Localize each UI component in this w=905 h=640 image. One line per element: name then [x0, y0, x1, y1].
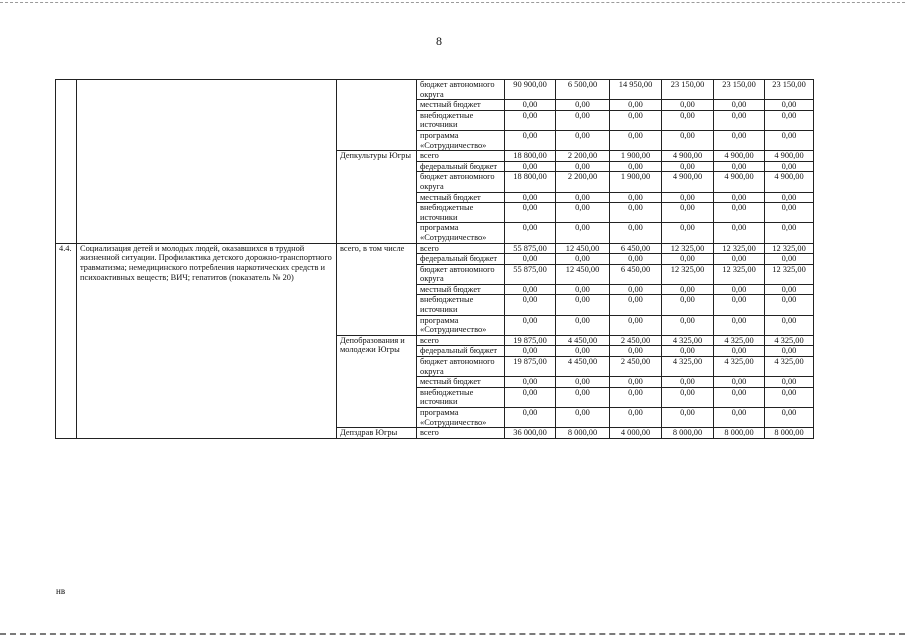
value-cell: 0,00 — [505, 161, 556, 172]
value-cell: 0,00 — [714, 192, 765, 203]
value-cell: 0,00 — [765, 408, 814, 428]
value-cell: 0,00 — [714, 100, 765, 111]
funding-source: бюджет автономного округа — [417, 357, 505, 377]
value-cell: 0,00 — [610, 377, 662, 388]
value-cell: 0,00 — [556, 203, 610, 223]
scan-top-edge — [0, 2, 905, 3]
value-cell: 2 200,00 — [556, 172, 610, 192]
value-cell: 0,00 — [505, 315, 556, 335]
value-cell: 90 900,00 — [505, 80, 556, 100]
value-cell: 0,00 — [610, 161, 662, 172]
value-cell: 8 000,00 — [556, 428, 610, 439]
value-cell: 18 800,00 — [505, 172, 556, 192]
value-cell: 4 900,00 — [714, 172, 765, 192]
value-cell: 12 325,00 — [662, 243, 714, 254]
value-cell: 0,00 — [556, 315, 610, 335]
value-cell: 8 000,00 — [662, 428, 714, 439]
value-cell: 0,00 — [505, 284, 556, 295]
value-cell: 0,00 — [610, 387, 662, 407]
value-cell: 1 900,00 — [610, 151, 662, 162]
executor-education: Депобразования и молодежи Югры — [337, 335, 417, 427]
executor-culture: Депкультуры Югры — [337, 151, 417, 243]
value-cell: 0,00 — [765, 284, 814, 295]
value-cell: 12 450,00 — [556, 264, 610, 284]
value-cell: 0,00 — [662, 284, 714, 295]
value-cell: 0,00 — [556, 387, 610, 407]
value-cell: 0,00 — [610, 295, 662, 315]
value-cell: 0,00 — [556, 192, 610, 203]
value-cell: 4 900,00 — [714, 151, 765, 162]
value-cell: 0,00 — [662, 408, 714, 428]
funding-source: местный бюджет — [417, 377, 505, 388]
funding-source: внебюджетные источники — [417, 387, 505, 407]
value-cell: 0,00 — [556, 161, 610, 172]
value-cell: 8 000,00 — [765, 428, 814, 439]
value-cell: 4 325,00 — [765, 357, 814, 377]
value-cell: 1 900,00 — [610, 172, 662, 192]
funding-source: всего — [417, 335, 505, 346]
value-cell: 0,00 — [505, 223, 556, 243]
value-cell: 23 150,00 — [765, 80, 814, 100]
value-cell: 0,00 — [556, 254, 610, 265]
value-cell: 0,00 — [765, 315, 814, 335]
page-number: 8 — [436, 34, 442, 48]
funding-source: федеральный бюджет — [417, 161, 505, 172]
funding-source: внебюджетные источники — [417, 295, 505, 315]
value-cell: 0,00 — [610, 203, 662, 223]
value-cell: 0,00 — [505, 110, 556, 130]
value-cell: 2 450,00 — [610, 357, 662, 377]
value-cell: 0,00 — [610, 254, 662, 265]
value-cell: 0,00 — [610, 100, 662, 111]
value-cell: 2 450,00 — [610, 335, 662, 346]
value-cell: 8 000,00 — [714, 428, 765, 439]
value-cell: 0,00 — [765, 110, 814, 130]
value-cell: 0,00 — [556, 110, 610, 130]
value-cell: 0,00 — [556, 295, 610, 315]
description-cell-prev — [77, 80, 337, 244]
table-row — [56, 80, 814, 100]
funding-source: всего — [417, 428, 505, 439]
funding-source: программа «Сотрудничество» — [417, 315, 505, 335]
budget-table — [55, 79, 814, 439]
value-cell: 0,00 — [714, 110, 765, 130]
value-cell: 0,00 — [505, 100, 556, 111]
value-cell: 0,00 — [556, 408, 610, 428]
value-cell: 0,00 — [610, 408, 662, 428]
value-cell: 0,00 — [765, 100, 814, 111]
funding-source: местный бюджет — [417, 100, 505, 111]
value-cell: 55 875,00 — [505, 264, 556, 284]
value-cell: 0,00 — [714, 315, 765, 335]
value-cell: 4 450,00 — [556, 357, 610, 377]
value-cell: 23 150,00 — [662, 80, 714, 100]
item-description: Социализация детей и молодых людей, оказавшихся в трудной жизненной ситуации. Профилактика детского дорожно-транспортного травматизма; немедицинского потребления наркотических средств и психоактивных веществ; ВИЧ; гепатитов (показатель № 20) — [77, 243, 337, 438]
value-cell: 12 325,00 — [765, 243, 814, 254]
value-cell: 0,00 — [765, 254, 814, 265]
value-cell: 0,00 — [714, 377, 765, 388]
funding-source: внебюджетные источники — [417, 110, 505, 130]
executor-total: всего, в том числе — [337, 243, 417, 335]
funding-source: бюджет автономного округа — [417, 172, 505, 192]
value-cell: 6 500,00 — [556, 80, 610, 100]
funding-source: всего — [417, 151, 505, 162]
value-cell: 2 200,00 — [556, 151, 610, 162]
funding-source: программа «Сотрудничество» — [417, 408, 505, 428]
value-cell: 0,00 — [610, 284, 662, 295]
funding-source: бюджет автономного округа — [417, 264, 505, 284]
funding-source: местный бюджет — [417, 284, 505, 295]
value-cell: 4 325,00 — [662, 335, 714, 346]
value-cell: 4 900,00 — [765, 172, 814, 192]
value-cell: 12 325,00 — [714, 264, 765, 284]
value-cell: 0,00 — [662, 254, 714, 265]
value-cell: 0,00 — [556, 130, 610, 150]
funding-source: внебюджетные источники — [417, 203, 505, 223]
value-cell: 0,00 — [505, 254, 556, 265]
value-cell: 0,00 — [765, 161, 814, 172]
value-cell: 0,00 — [714, 223, 765, 243]
value-cell: 12 450,00 — [556, 243, 610, 254]
value-cell: 4 325,00 — [714, 335, 765, 346]
value-cell: 4 900,00 — [662, 151, 714, 162]
value-cell: 0,00 — [610, 130, 662, 150]
funding-source: федеральный бюджет — [417, 346, 505, 357]
value-cell: 0,00 — [610, 315, 662, 335]
value-cell: 0,00 — [765, 203, 814, 223]
value-cell: 0,00 — [714, 284, 765, 295]
value-cell: 0,00 — [662, 346, 714, 357]
funding-source: программа «Сотрудничество» — [417, 223, 505, 243]
value-cell: 19 875,00 — [505, 335, 556, 346]
value-cell: 0,00 — [765, 130, 814, 150]
funding-source: федеральный бюджет — [417, 254, 505, 265]
value-cell: 19 875,00 — [505, 357, 556, 377]
value-cell: 0,00 — [765, 377, 814, 388]
value-cell: 0,00 — [505, 377, 556, 388]
value-cell: 0,00 — [505, 192, 556, 203]
value-cell: 0,00 — [662, 100, 714, 111]
value-cell: 0,00 — [662, 192, 714, 203]
value-cell: 0,00 — [765, 295, 814, 315]
value-cell: 0,00 — [765, 192, 814, 203]
value-cell: 23 150,00 — [714, 80, 765, 100]
value-cell: 0,00 — [714, 254, 765, 265]
value-cell: 0,00 — [505, 387, 556, 407]
value-cell: 0,00 — [505, 408, 556, 428]
value-cell: 0,00 — [714, 387, 765, 407]
value-cell: 0,00 — [714, 346, 765, 357]
funding-source: программа «Сотрудничество» — [417, 130, 505, 150]
value-cell: 6 450,00 — [610, 243, 662, 254]
executor-cell-prev — [337, 80, 417, 151]
value-cell: 0,00 — [714, 408, 765, 428]
value-cell: 0,00 — [662, 161, 714, 172]
table-row — [56, 243, 814, 254]
value-cell: 0,00 — [662, 315, 714, 335]
value-cell: 0,00 — [505, 346, 556, 357]
value-cell: 6 450,00 — [610, 264, 662, 284]
value-cell: 0,00 — [556, 223, 610, 243]
item-number-cell-prev — [56, 80, 77, 244]
value-cell: 0,00 — [610, 223, 662, 243]
value-cell: 0,00 — [662, 377, 714, 388]
value-cell: 4 325,00 — [765, 335, 814, 346]
value-cell: 0,00 — [662, 130, 714, 150]
value-cell: 0,00 — [765, 223, 814, 243]
funding-source: местный бюджет — [417, 192, 505, 203]
value-cell: 0,00 — [556, 377, 610, 388]
executor-health: Депздрав Югры — [337, 428, 417, 439]
funding-source: бюджет автономного округа — [417, 80, 505, 100]
value-cell: 0,00 — [610, 192, 662, 203]
value-cell: 0,00 — [556, 284, 610, 295]
value-cell: 0,00 — [714, 203, 765, 223]
value-cell: 0,00 — [662, 110, 714, 130]
value-cell: 12 325,00 — [714, 243, 765, 254]
value-cell: 4 000,00 — [610, 428, 662, 439]
value-cell: 4 900,00 — [662, 172, 714, 192]
value-cell: 36 000,00 — [505, 428, 556, 439]
value-cell: 0,00 — [765, 346, 814, 357]
value-cell: 55 875,00 — [505, 243, 556, 254]
value-cell: 0,00 — [505, 203, 556, 223]
value-cell: 0,00 — [610, 346, 662, 357]
value-cell: 0,00 — [714, 295, 765, 315]
value-cell: 4 325,00 — [714, 357, 765, 377]
value-cell: 12 325,00 — [765, 264, 814, 284]
value-cell: 4 325,00 — [662, 357, 714, 377]
value-cell: 12 325,00 — [662, 264, 714, 284]
value-cell: 0,00 — [556, 100, 610, 111]
value-cell: 0,00 — [662, 203, 714, 223]
value-cell: 0,00 — [662, 223, 714, 243]
item-number: 4.4. — [56, 243, 77, 438]
value-cell: 14 950,00 — [610, 80, 662, 100]
value-cell: 0,00 — [714, 161, 765, 172]
value-cell: 0,00 — [765, 387, 814, 407]
value-cell: 0,00 — [662, 295, 714, 315]
scan-bottom-edge — [0, 633, 905, 635]
value-cell: 0,00 — [610, 110, 662, 130]
value-cell: 18 800,00 — [505, 151, 556, 162]
value-cell: 4 900,00 — [765, 151, 814, 162]
value-cell: 0,00 — [505, 130, 556, 150]
footnote-mark: нв — [56, 586, 66, 596]
value-cell: 0,00 — [505, 295, 556, 315]
value-cell: 0,00 — [714, 130, 765, 150]
value-cell: 0,00 — [662, 387, 714, 407]
value-cell: 0,00 — [556, 346, 610, 357]
funding-source: всего — [417, 243, 505, 254]
value-cell: 4 450,00 — [556, 335, 610, 346]
